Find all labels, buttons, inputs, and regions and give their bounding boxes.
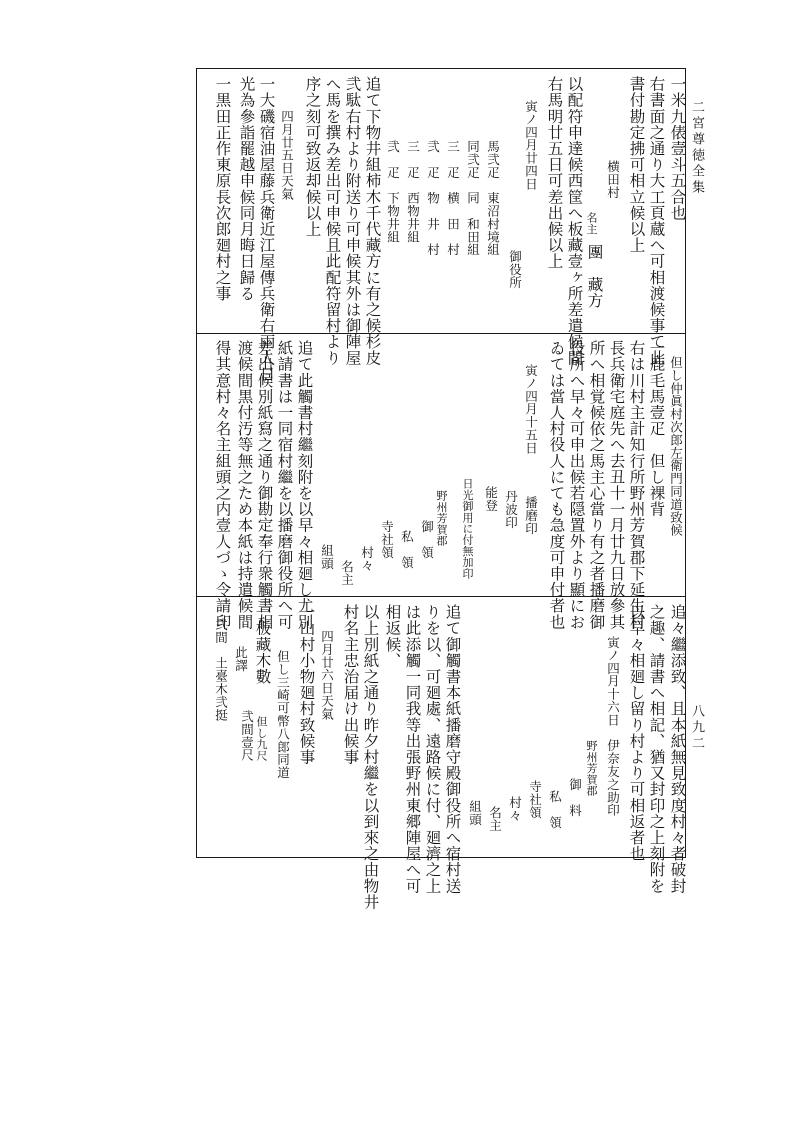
text-column: 弐間 土臺木弐挺 xyxy=(213,618,229,722)
text-column: 差出候別紙寫之通り御勘定奉行衆觸書相 xyxy=(255,340,274,630)
text-column: 村名主忠治届け出候事 xyxy=(341,604,360,765)
text-column: 野州芳賀郡 xyxy=(585,740,598,796)
text-column: 寅ノ四月十六日 伊奈友之助印 xyxy=(605,636,621,817)
text-column: 御 領 xyxy=(419,520,435,559)
text-column: 以配符申達候西筐へ板藏壹ヶ所差遣候間 xyxy=(565,76,584,366)
text-column: 一黒田正作東原長次郎廻村之事 xyxy=(213,76,232,302)
text-column: 三 疋 横 田 村 xyxy=(445,140,461,257)
text-column: 之趣、請書へ相記、猶又封印之上刻附を xyxy=(647,604,666,894)
text-column: 團 藏方 xyxy=(585,244,604,309)
text-column: 弐 疋 物 井 村 xyxy=(425,140,441,257)
text-column: 役所へ早々可申出候若隠置外より顯にお xyxy=(567,340,586,630)
text-column: 弐 疋 下物井組 xyxy=(385,140,401,244)
text-column: 追て御觸書本紙播磨守殿御役所へ宿村送 xyxy=(443,604,462,894)
text-column: 名主 xyxy=(585,212,598,235)
text-column: 名主 xyxy=(339,560,355,586)
text-column: 相返候、 xyxy=(383,604,402,669)
text-column: ゐては當人村役人にても急度可申付者也 xyxy=(547,340,566,630)
text-column: 馬弐疋 東沼村境組 xyxy=(485,140,501,257)
text-column: 一鹿毛馬壹疋 但し裸背 xyxy=(647,340,666,518)
text-column: 右書面之通り大工頁蔵へ可相渡候事て此 xyxy=(647,76,666,366)
text-column: 同弐疋 同 和田組 xyxy=(465,140,481,257)
text-column: 一板藏木數 xyxy=(253,604,272,685)
text-column: 御役所 xyxy=(507,250,523,289)
text-column: 野州芳賀郡 xyxy=(435,490,448,546)
text-column: 追て此觸書村繼刻附を以早々相廻し尤別 xyxy=(295,340,314,630)
text-column: 但し九尺 xyxy=(255,716,268,761)
text-column: 一大磯宿油屋藤兵衛近江屋傳兵衛右兩人日 xyxy=(257,76,276,382)
running-title: 二宮尊徳全集 xyxy=(689,100,704,196)
text-column: 能登 xyxy=(483,486,499,512)
text-column: 以早々相廻し留り村より可相返者也 xyxy=(627,604,646,862)
text-column: 四月廿六日天氣 xyxy=(319,630,335,721)
text-column: は此添觸一同我等出張野州東郷陣屋へ可 xyxy=(403,604,422,894)
text-column: 追々繼添致、且本紙無見致度村々者破封 xyxy=(668,604,687,894)
text-column: 私 領 xyxy=(399,530,415,569)
text-column: 紙請書は一同宿村繼を以播磨御役所へ可 xyxy=(275,340,294,630)
text-column: 所へ相覚候依之馬主心當り有之者播磨御 xyxy=(587,340,606,630)
text-column: 光為參詣罷越申候同月晦日歸る xyxy=(237,76,256,302)
text-column: 御 料 xyxy=(567,778,583,817)
text-column: 序之刻可致返却候以上 xyxy=(303,76,322,237)
text-column: 弐間壹尺 xyxy=(239,710,255,762)
text-column: 得其意村々名主組頭之内壹人づゝ令請印 xyxy=(213,340,232,630)
text-column: 村々 xyxy=(359,546,375,572)
text-column: 一山村小物廻村致候事 xyxy=(297,604,316,765)
text-column: 寺社領 xyxy=(527,780,543,819)
text-column: 弐駄右村より附送り可申候其外は御陣屋 xyxy=(343,76,362,366)
text-column: へ馬を撰み差出可申候且此配符留村より xyxy=(323,76,342,366)
text-column: 私 領 xyxy=(547,790,563,829)
text-column: 追て下物井組柿木千代藏方に有之候杉皮 xyxy=(363,76,382,366)
text-column: 丹波印 xyxy=(503,490,519,529)
text-column: 但し仲眞村次郎左衛門同道致候 xyxy=(668,356,684,537)
text-column: 書付勘定拂可相立候以上 xyxy=(627,76,646,254)
text-column: 村々 xyxy=(507,796,523,822)
page-number: 八九二 xyxy=(689,704,704,752)
text-column: 日光御用に付無加印 xyxy=(461,478,474,579)
text-column: 組頭 xyxy=(467,800,483,826)
text-column: 播磨印 xyxy=(523,496,539,535)
text-column: 右は川村主計知行所野州芳賀郡下延生村 xyxy=(627,340,646,630)
text-column: 長兵衛宅庭先へ去丑十一月廿九日放參其 xyxy=(607,340,626,630)
text-column: 組頭 xyxy=(319,544,335,570)
text-column: 三 疋 西物井組 xyxy=(405,140,421,244)
text-column: 名主 xyxy=(487,806,503,832)
text-column: 渡候間黒付汚等無之ため本紙は持遣候間 xyxy=(235,340,254,630)
text-column: 一米九俵壹斗五合也 xyxy=(668,76,687,221)
text-column: 此譯 xyxy=(233,646,249,672)
text-column: 以上別紙之通り昨夕村繼を以到來之由物井 xyxy=(361,604,380,910)
text-column: 寅ノ四月十五日 xyxy=(523,364,539,455)
text-column: 四月廿五日天氣 xyxy=(279,110,295,201)
text-column: りを以、可廻處、遠路候に付、廻濟之上 xyxy=(423,604,442,894)
text-column: 寅ノ四月廿四日 xyxy=(523,100,539,191)
text-column: 横田村 xyxy=(605,160,621,199)
text-column: 右馬明廿五日可差出候以上 xyxy=(545,76,564,270)
text-column: 但し三崎可幣八郎同道 xyxy=(275,650,291,779)
text-column: 寺社領 xyxy=(379,520,395,559)
